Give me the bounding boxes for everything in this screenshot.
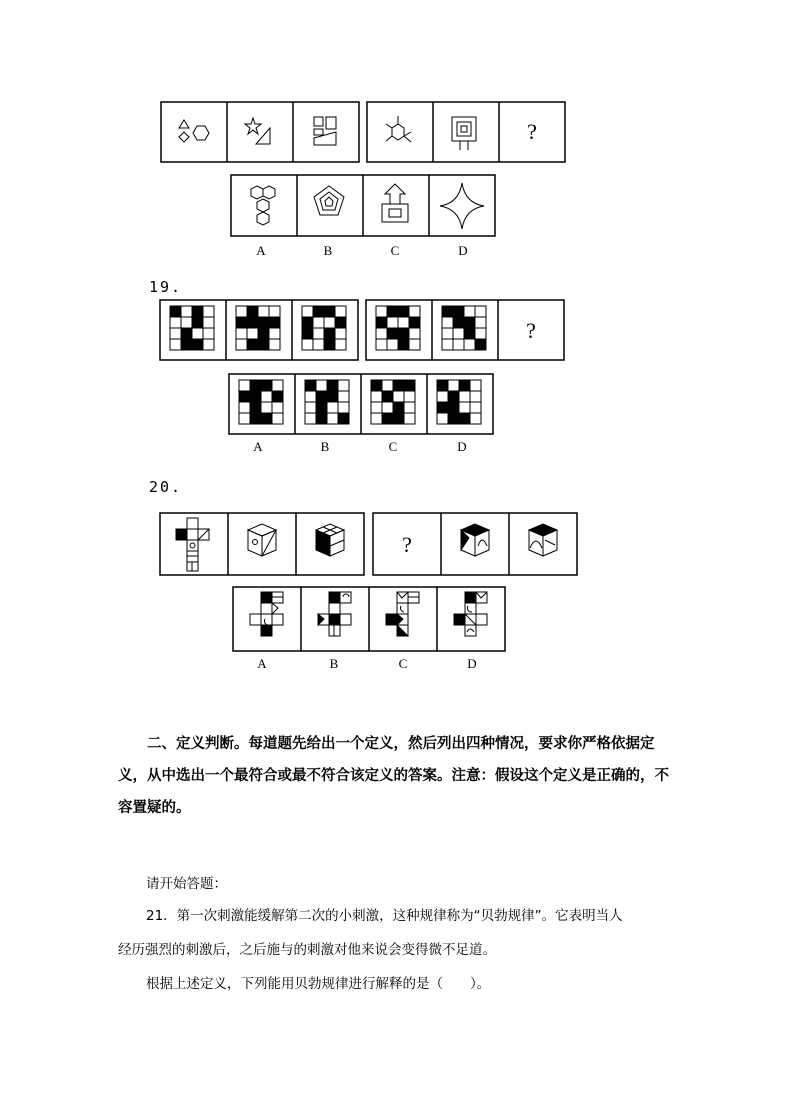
q18-option-label-b: B: [323, 243, 333, 258]
q20-option-label-d: D: [467, 656, 477, 671]
q19-option-label-d: D: [457, 439, 467, 454]
q19-number: 19.: [149, 278, 183, 296]
q20-option-label-b: B: [329, 656, 339, 671]
q19-option-label-b: B: [320, 439, 330, 454]
q18-option-label-a: A: [256, 243, 266, 258]
q20-option-label-c: C: [398, 656, 408, 671]
q19-question-mark: ?: [526, 318, 536, 343]
q20-option-d-net: [454, 592, 487, 636]
q20-cell-5-cube: [461, 524, 489, 556]
q18-option-label-d: D: [458, 243, 468, 258]
q20-option-label-a: A: [257, 656, 267, 671]
q20-question-mark: ?: [402, 532, 412, 557]
q20-number: 20.: [149, 478, 183, 496]
q20-cell-2-cube: [248, 524, 276, 556]
q20-option-c-net: [386, 592, 419, 636]
q20-cell-3-cube: [316, 524, 344, 556]
q20-cell-6-cube: [529, 524, 557, 556]
q20-option-a-net: [250, 592, 283, 636]
q21-question: 根据上述定义，下列能用贝勃规律进行解释的是（ ）。: [146, 976, 491, 992]
q21-stem-line-2: 经历强烈的刺激后，之后施与的刺激对他来说会变得微不足道。: [118, 942, 496, 958]
q19-option-label-c: C: [388, 439, 398, 454]
q18-question-mark: ?: [527, 119, 537, 144]
start-prompt: 请开始答题：: [146, 876, 227, 892]
q19-option-label-a: A: [253, 439, 263, 454]
q20-option-b-net: [318, 592, 351, 636]
q21-stem-line-1: 21．第一次刺激能缓解第二次的小刺激，这种规律称为“贝勃规律”。它表明当人: [146, 908, 623, 924]
section2-intro: 二、定义判断。每道题先给出一个定义，然后列出四种情况，要求你严格依据定义，从中选出一个最符合或最不符合该定义的答案。注意：假设这个定义是正确的，不容置疑的。: [118, 735, 669, 816]
q20-cell-1-net: [176, 518, 209, 571]
q18-option-label-c: C: [390, 243, 400, 258]
